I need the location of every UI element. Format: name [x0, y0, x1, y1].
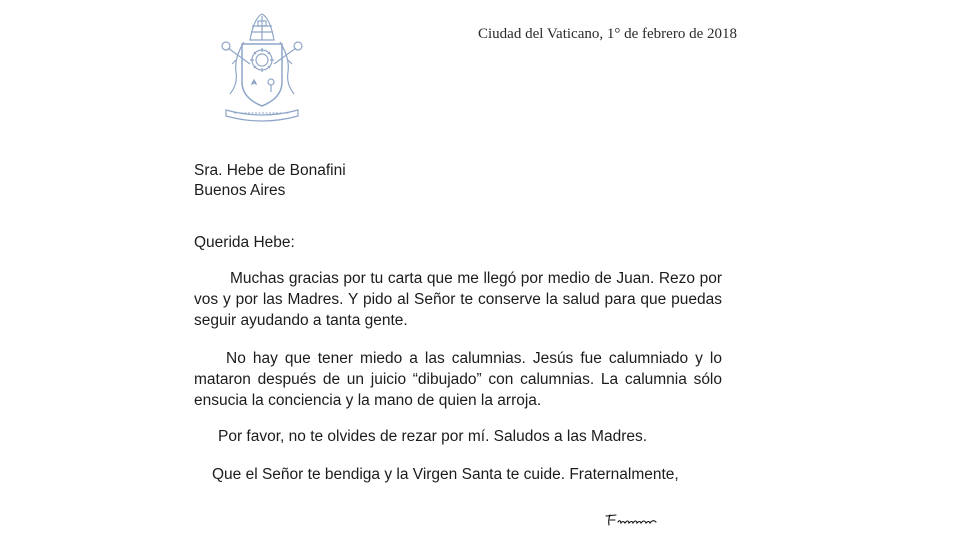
greeting: Querida Hebe:: [194, 234, 295, 251]
closing-line: Que el Señor te bendiga y la Virgen Santa te cuide. Fraternalmente,: [212, 466, 679, 483]
letter-date: Ciudad del Vaticano, 1° de febrero de 2018: [478, 26, 737, 42]
body-paragraph-3: Por favor, no te olvides de rezar por mí. Saludos a las Madres.: [218, 428, 648, 445]
recipient-city: Buenos Aires: [194, 182, 286, 199]
body-paragraph-2: No hay que tener miedo a las calumnias. Jesús fue calumniado y lo mataron después de un juicio “dibujado” con calumnias. La calumnia sólo ensucia la conciencia y la mano de quien la arroja.: [194, 350, 722, 409]
handwritten-signature-icon: [602, 510, 672, 530]
recipient-name: Sra. Hebe de Bonafini: [194, 162, 346, 179]
papal-coat-of-arms-icon: [214, 12, 310, 124]
body-paragraph-1: Muchas gracias por tu carta que me llegó por medio de Juan. Rezo por vos y por las Madres. Y pido al Señor te conserve la salud para que puedas seguir ayudando a tanta gente.: [194, 270, 722, 329]
